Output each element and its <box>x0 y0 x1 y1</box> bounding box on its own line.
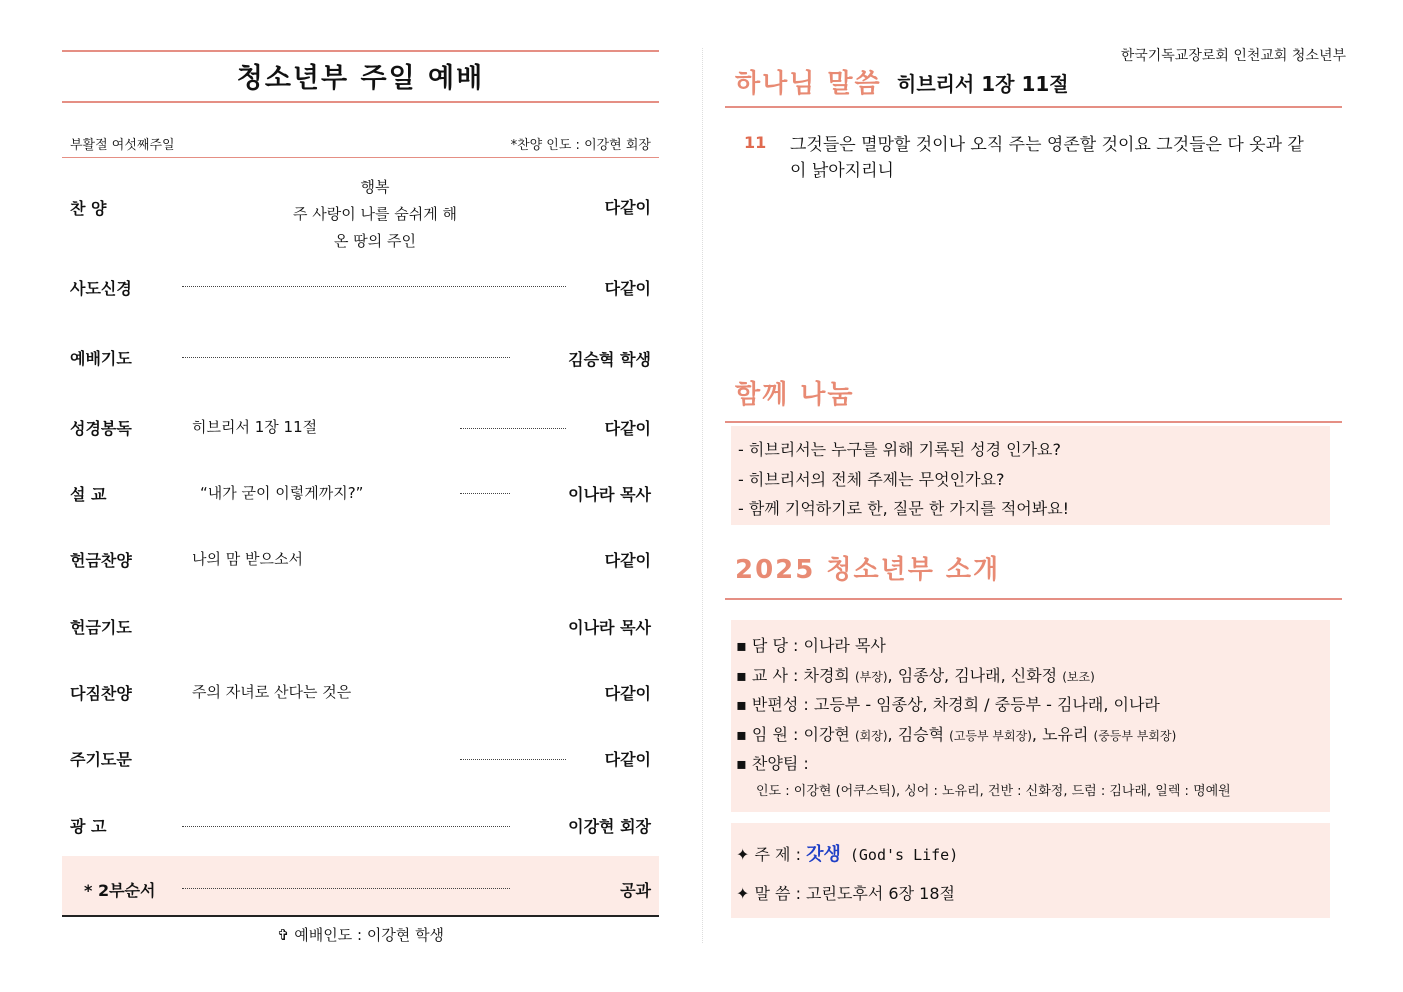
order-person-scripture: 다같이 <box>604 419 651 438</box>
order-label-prayer: 예배기도 <box>70 349 132 368</box>
liturgical-season: 부활절 여섯째주일 <box>70 138 175 153</box>
dotted-leader <box>182 357 510 358</box>
order-label-commitment-song: 다짐찬양 <box>70 684 132 703</box>
hymn-1: 행복 <box>360 178 390 196</box>
intro-heading: 2025 청소년부 소개 <box>735 555 1001 585</box>
intro-teachers: ▪ 교 사 : 차경희 (부장), 임종상, 김나래, 신화정 (보조) <box>736 666 1095 685</box>
praise-team-members: 인도 : 이강현 (어쿠스틱), 싱어 : 노유리, 건반 : 신화정, 드럼 : 김나래, 일렉 : 명예원 <box>756 784 1231 799</box>
order-detail-sermon: “내가 굳이 이렇게까지?” <box>200 484 364 502</box>
intro-officers: ▪ 임 원 : 이강현 (회장), 김승혁 (고등부 부회장), 노유리 (중등부 부회장) <box>736 725 1177 744</box>
share-rule <box>725 421 1342 423</box>
question-2: - 히브리서의 전체 주제는 무엇인가요? <box>738 470 1005 489</box>
intro-classes: ▪ 반편성 : 고등부 - 임종상, 차경희 / 중등부 - 김나래, 이나라 <box>736 695 1160 714</box>
panel-divider <box>702 48 703 943</box>
order-label-praise: 찬 양 <box>70 199 107 218</box>
verse-number: 11 <box>744 133 767 152</box>
order-person-sermon: 이나라 목사 <box>568 485 651 504</box>
worship-leader-footer: ✞ 예배인도 : 이강현 학생 <box>276 926 445 944</box>
title-top-rule <box>62 50 659 52</box>
order-person-part2: 공과 <box>620 881 651 900</box>
dotted-leader <box>182 888 510 889</box>
order-label-offering-prayer: 헌금기도 <box>70 618 132 637</box>
dotted-leader <box>460 759 566 760</box>
order-person-creed: 다같이 <box>604 279 651 298</box>
order-detail-offering-song: 나의 맘 받으소서 <box>192 550 303 568</box>
subheader-rule <box>62 157 659 158</box>
order-label-part2: * 2부순서 <box>84 881 156 900</box>
dotted-leader <box>460 493 510 494</box>
church-name: 한국기독교장로회 인천교회 청소년부 <box>1120 48 1346 64</box>
word-rule <box>725 106 1342 108</box>
question-3: - 함께 기억하기로 한, 질문 한 가지를 적어봐요! <box>738 499 1070 518</box>
hymn-3: 온 땅의 주인 <box>334 232 416 250</box>
order-person-offering-song: 다같이 <box>604 551 651 570</box>
share-heading: 함께 나눔 <box>735 380 855 410</box>
dotted-leader <box>182 826 510 827</box>
intro-rule <box>725 598 1342 600</box>
word-reference: 히브리서 1장 11절 <box>897 72 1069 96</box>
dotted-leader <box>182 286 566 287</box>
order-detail-scripture: 히브리서 1장 11절 <box>192 418 318 436</box>
title-bottom-rule <box>62 101 659 103</box>
order-label-announcements: 광 고 <box>70 817 107 836</box>
order-person-commitment-song: 다같이 <box>604 684 651 703</box>
theme: ✦ 주 제 : 갓생 (God's Life) <box>736 844 959 865</box>
dotted-leader <box>460 428 566 429</box>
intro-pastor: ▪ 담 당 : 이나라 목사 <box>736 636 886 655</box>
praise-leader: *찬양 인도 : 이강현 회장 <box>510 138 651 153</box>
order-person-lords-prayer: 다같이 <box>604 750 651 769</box>
order-person-offering-prayer: 이나라 목사 <box>568 618 651 637</box>
intro-praise-team: ▪ 찬양팀 : <box>736 754 809 773</box>
order-label-scripture: 성경봉독 <box>70 419 132 438</box>
order-label-offering-song: 헌금찬양 <box>70 551 132 570</box>
order-label-creed: 사도신경 <box>70 279 132 298</box>
order-label-lords-prayer: 주기도문 <box>70 750 132 769</box>
order-bottom-rule <box>62 915 659 917</box>
verse-text: 그것들은 멸망할 것이나 오직 주는 영존할 것이요 그것들은 다 옷과 같이 낡아지리니 <box>790 135 1304 181</box>
question-1: - 히브리서는 누구를 위해 기록된 성경 인가요? <box>738 440 1061 459</box>
order-label-sermon: 설 교 <box>70 485 107 504</box>
word-heading: 하나님 말씀 <box>735 69 882 99</box>
order-person-praise: 다같이 <box>604 198 651 217</box>
order-detail-commitment-song: 주의 자녀로 산다는 것은 <box>192 683 352 701</box>
order-person-announcements: 이강현 회장 <box>568 817 651 836</box>
page-title: 청소년부 주일 예배 <box>236 63 485 94</box>
order-person-prayer: 김승혁 학생 <box>568 350 651 369</box>
theme-verse: ✦ 말 씀 : 고린도후서 6장 18절 <box>736 884 955 903</box>
hymn-2: 주 사랑이 나를 숨쉬게 해 <box>293 205 457 223</box>
